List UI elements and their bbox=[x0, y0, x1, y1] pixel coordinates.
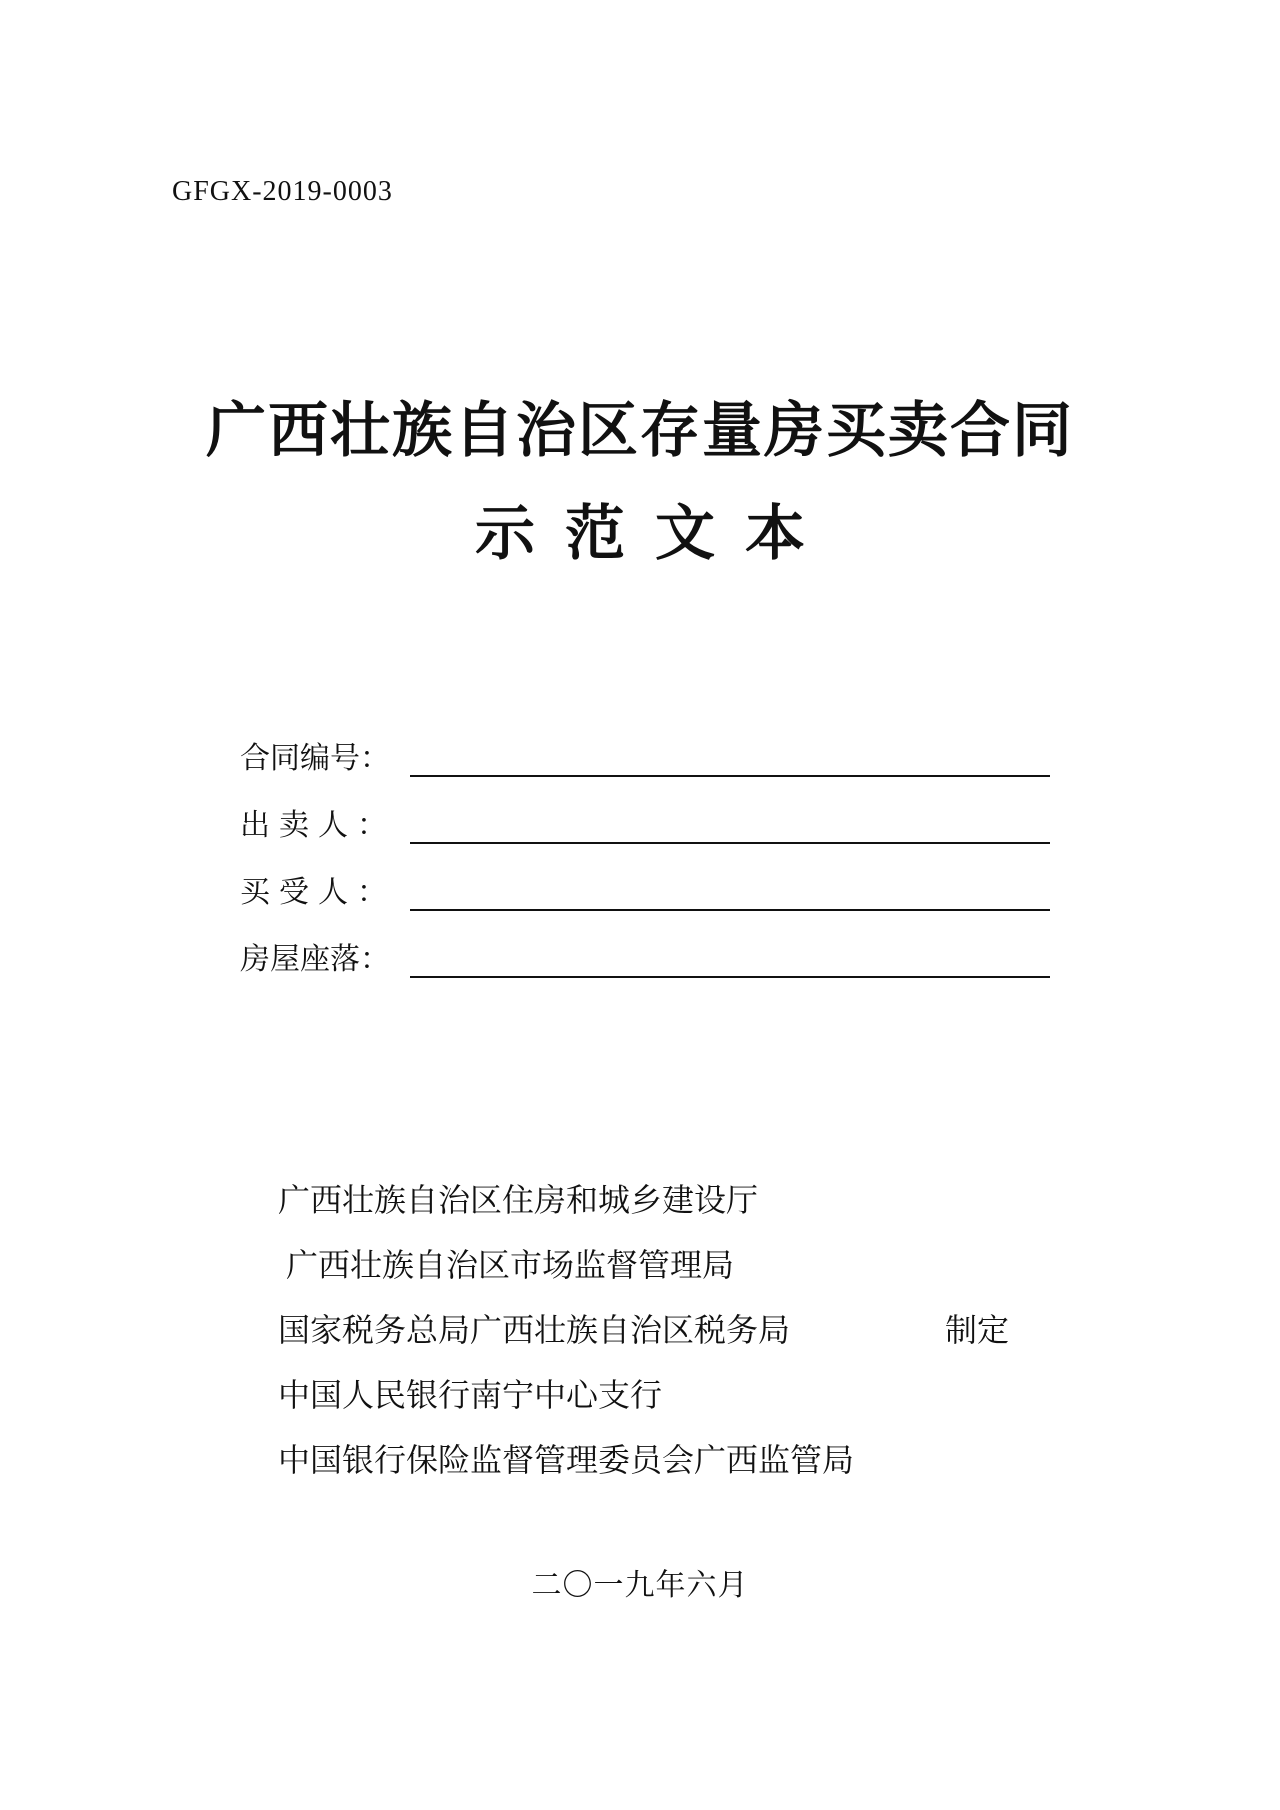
org-item: 中国银行保险监督管理委员会广西监管局 bbox=[278, 1441, 855, 1479]
document-title: 广西壮族自治区存量房买卖合同 bbox=[206, 396, 1074, 466]
org-item: 广西壮族自治区市场监督管理局 bbox=[286, 1246, 735, 1284]
field-property-location bbox=[240, 913, 1060, 980]
field-label-buyer: 买受人： bbox=[240, 875, 396, 910]
contract-info-fields bbox=[240, 712, 1060, 980]
property-location-blank[interactable] bbox=[410, 940, 1050, 978]
field-buyer bbox=[240, 846, 1060, 913]
issue-date: 二〇一九年六月 bbox=[531, 1568, 749, 1603]
document-subtitle: 示范文本 bbox=[475, 499, 835, 569]
field-label-seller: 出卖人： bbox=[240, 808, 396, 843]
made-label: 制定 bbox=[945, 1311, 1010, 1349]
field-contract-number bbox=[240, 712, 1060, 779]
field-label-contract-number: 合同编号： bbox=[240, 741, 390, 776]
field-label-property-location: 房屋座落： bbox=[240, 942, 390, 977]
seller-blank[interactable] bbox=[410, 806, 1050, 844]
org-item: 广西壮族自治区住房和城乡建设厅 bbox=[278, 1181, 759, 1219]
document-code: GFGX-2019-0003 bbox=[172, 176, 393, 207]
org-item: 中国人民银行南宁中心支行 bbox=[278, 1376, 663, 1414]
org-item: 国家税务总局广西壮族自治区税务局 bbox=[278, 1311, 791, 1349]
field-seller bbox=[240, 779, 1060, 846]
buyer-blank[interactable] bbox=[410, 873, 1050, 911]
contract-number-blank[interactable] bbox=[410, 739, 1050, 777]
